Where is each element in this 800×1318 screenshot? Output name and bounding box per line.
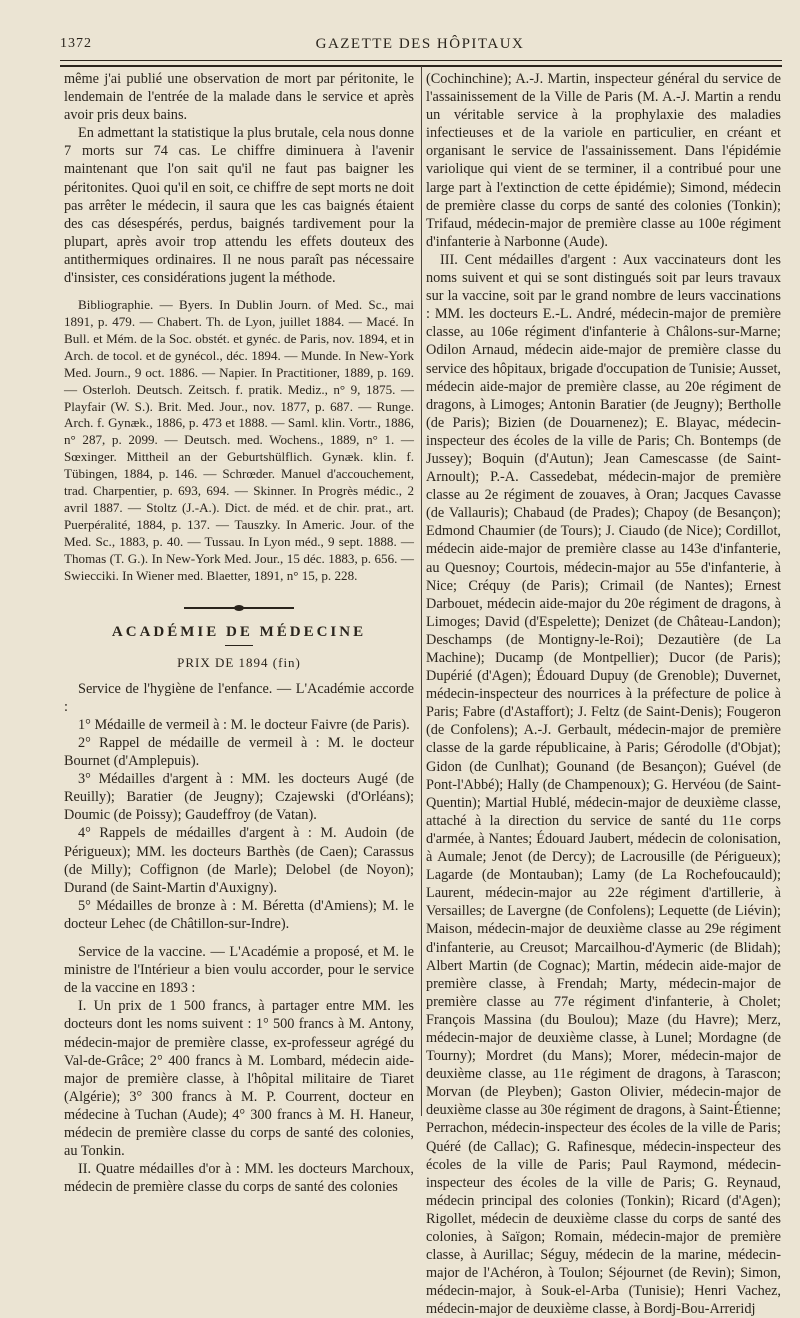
paragraph: (Cochinchine); A.-J. Martin, inspecteur général du service de l'assainissement de la Ville de Paris (M. A.-J. Martin a rendu un véritable service à la prophylaxie des maladies infectieuses et de la variole en particulier, en créant et organisant le service de l'assainissement. Dans l'épidémie variolique qui vient de se terminer, il a contribué pour une large part à l'extinction de cette épidémie); Simond, médecin de première classe du corps de santé des colonies (Tonkin); Trifaud, médecin-major de première classe au 100e régiment d'infanterie à Narbonne (Aude).: [426, 71, 781, 250]
paragraph: même j'ai publié une observation de mort par péritonite, le lendemain de l'entrée de la malade dans le service et après avoir pris deux bains.: [64, 71, 414, 124]
prize-paragraph: 4° Rappels de médailles d'argent à : M. Audoin (de Périgueux); MM. les docteurs Barthès (de Caen); Carassus (de Milly); Coffignon (de Marle); Delobel (de Noyon); Durand (de Saint-Martin d'Auxigny).: [64, 825, 414, 896]
prize-paragraph: 3° Médailles d'argent à : MM. les docteurs Augé (de Reuilly); Baratier (de Jeugny); Czajewski (d'Orléans); Doumic (de Poissy); Gaudeffroy (de Vatan).: [64, 771, 414, 824]
prize-paragraph: 1° Médaille de vermeil à : M. le docteur Faivre (de Paris).: [78, 716, 410, 733]
prize-paragraph: Service de l'hygiène de l'enfance. — L'Académie accorde :: [64, 680, 414, 715]
spacer: [64, 933, 414, 943]
paragraph: III. Cent médailles d'argent : Aux vaccinateurs dont les noms suivent et qui se sont distingués soit par leurs travaux sur la vaccine, soit par le grand nombre de leurs vaccinations : MM. les docteurs E.-L. André, médecin-major de première classe, au 106e régiment d'infanterie à Châlons-sur-Marne; Odilon Arnaud, médecin aide-major de première classe du service des hôpitaux, brigade d'occupation de Tunisie; Ausset, médecin aide-major de première classe, au 20e régiment de dragons, à Limoges; Antonin Baratier (de Jeugny); Bertholle (de Paris); Bizien (de Douarnenez); E. Blayac, médecin-inspecteur des écoles de la ville de Paris; Ch. Bontemps (de Jussey); Boquin (d'Autun); Jean Camescasse (de Saint-Arnoult); P.-A. Cassedebat, médecin-major de première classe au 2e régiment de zouaves, à Oran; Jacques Cavasse (de Vallauris); Chabaud (de Prades); Chapoy (de Besançon); Edmond Chaumier (de Tours); J. Ciaudo (de Nice); Cordillot, médecin aide-major de première classe au 143e d'infanterie, au Quesnoy; Courtois, médecin-major au 55e d'infanterie, à Nice; Créquy (de Paris); Crimail (de Nantes); Ernest Darbouet, médecin aide-major du 20e régiment de dragons, à Limoges; David (d'Espelette); Denizet (de Château-Landon); Deschamps (de Montigny-le-Roi); Dezautière (de La Machine); Ducamp (de Montpellier); Ducor (de Paris); Dupérié (d'Agen); Édouard Dupuy (de Grenoble); Duvernet, médecin-inspecteur des nourrices à la préfecture de police à Paris; Fabre (d'Astaffort); J. Feltz (de Saint-Denis); Fougeron (de Confolens); A.-J. Gerbault, médecin-major de première classe de la garde républicaine, à Paris; Gérodolle (d'Objat); Gidon (de Cunlhat); Gounand (de Besançon); Guével (de Pont-l'Abbé); Hally (de Champenoux); G. Hervéou (de Saint-Quentin); Martial Hublé, médecin-major de deuxième classe, attaché à la direction du service de santé du 11e corps d'armée, à Nantes; Édouard Jaubert, médecin de colonisation, à Aumale; Jenot (de Dercy); de Lacrousille (de Périgueux); Lagarde (de Montauban); Lamy (de La Rochefoucauld); Laurent, médecin-major au 22e régiment d'artillerie, à Versailles; de Lavergne (de Confolens); Lequette (de Liévin); Maison, médecin-major de deuxième classe au 29e régiment d'infanterie, au Creusot; Marcailhou-d'Aymeric (de Blidah); Albert Martin (de Cognac); Martin, médecin aide-major de première classe, à Frendah; Marty, médecin-major de première classe au 77e régiment d'infanterie, à Cholet; François Massina (du Boulou); Maze (du Havre); Merz, médecin-major de deuxième classe, à Lunel; Mordagne (de Tourny); Mordret (du Mans); Morer, médecin-major de deuxième classe, au 11e régiment de dragons, à Tarascon; Morvan (de Pleyben); Gaston Olivier, médecin-major de deuxième classe au 30e régiment de dragons, à Saint-Étienne; Perrachon, médecin-inspecteur des écoles de la ville de Paris; Quéré (de Callac); G. Rafinesque, médecin-inspecteur des écoles de la ville de Paris; Paul Raymond, médecin-inspecteur des écoles de la ville de Paris; G. Reynaud, médecin principal des colonies (Tonkin); Ricard (d'Agen); Rigollet, médecin de deuxième classe du corps de santé des colonies, à Saïgon; Romain, médecin-major de première classe, à Aurillac; Séguy, médecin de la marine, médecin-major de l'Achéron, à Toulon; Séjournet (de Revin); Simon, médecin-major, à Souk-el-Arba (Tunisie); Henri Vachez, médecin-major de deuxième classe, à Bordj-Bou-Arreridj: [426, 251, 781, 1318]
page-number: 1372: [60, 36, 92, 51]
vaccine-paragraph: II. Quatre médailles d'or à : MM. les docteurs Marchoux, médecin de première classe du corps de santé des colonies: [64, 1161, 414, 1196]
right-column: [426, 70, 781, 1318]
short-rule: [225, 645, 253, 646]
prize-paragraph: 2° Rappel de médaille de vermeil à : M. le docteur Bournet (d'Amplepuis).: [64, 735, 414, 770]
journal-title: GAZETTE DES HÔPITAUX: [315, 36, 525, 52]
section-title: ACADÉMIE DE MÉDECINE: [111, 623, 367, 640]
paragraph: En admettant la statistique la plus brutale, cela nous donne 7 morts sur 74 cas. Le chiffre diminuera à l'avenir maintenant que l'on sait qu'il ne faut pas baigner les péritonites. Quoi qu'il en soit, ce chiffre de sept morts ne doit pas arrêter le médecin, il saura que les cas baignés étaient des cas désespérés, perdus, baignés tardivement pour la plupart, après avoir trop attendu les effets douteux des antithermiques ordinaires. Il ne nous paraît pas nécessaire d'insister, ces considérations jugent la méthode.: [64, 125, 414, 287]
vaccine-paragraph: I. Un prix de 1 500 francs, à partager entre MM. les docteurs dont les noms suivent : 1° 500 francs à M. Antony, médecin-major de première classe, ex-professeur agrégé du Val-de-Grâce; 2° 400 francs à M. Lombard, médecin aide-major de première classe, à l'hôpital militaire de Tiaret (Algérie); 3° 300 francs à M. P. Courrent, docteur en médecine à Tuchan (Aude); 4° 300 francs à M. H. Haneur, médecin de première classe du corps de santé des colonies, au Tonkin.: [64, 998, 414, 1160]
bibliography: Bibliographie. — Byers. In Dublin Journ. of Med. Sc., mai 1891, p. 479. — Chabert. Th. de Lyon, juillet 1884. — Macé. In Bull. et Mém. de la Soc. obstét. et gynéc. de Paris, nov. 1894, et in Arch. de tocol. et de gynécol., déc. 1894. — Munde. In New-York Med. Journ., 9 oct. 1886. — Napier. In Practitioner, 1889, p. 169. — Osterloh. Deutsch. Zeitsch. f. pratik. Mediz., n° 9, 1875. — Playfair (W. S.). Brit. Med. Jour., nov. 1877, p. 687. — Runge. Arch. f. Gynæk., 1886, p. 473 et 1888. — Saml. klin. Vortr., 1886, n° 287, p. 2099. — Deutsch. med. Wochens., 1889, n° 1. — Sœxinger. Mittheil an der Geburtshülflich. Gynæk. klin. f. Tübingen, 1884, p. 146. — Schrœder. Manuel d'accouchement, trad. Charpentier, p. 693, 694. — Skinner. In Progrès médic., 2 avril 1887. — Stoltz (J.-A.). Dict. de méd. et de chir. prat., art. Puerpéralité, 1884, p. 137. — Tauszky. In Americ. Jour. of the Med. Sc., 1883, p. 40. — Tussau. In Lyon méd., 9 sept. 1888. — Thomas (T. G.). In New-York Med. Jour., 15 déc. 1883, p. 656. — Swiecciki. In Wiener med. Blaetter, 1891, n° 15, p. 228.: [64, 297, 414, 583]
vaccine-paragraph: Service de la vaccine. — L'Académie a proposé, et M. le ministre de l'Intérieur a bien voulu accorder, pour le service de la vaccine en 1893 :: [64, 944, 414, 997]
subheading: PRIX DE 1894 (fin): [177, 654, 301, 670]
prize-paragraph: 5° Médailles de bronze à : M. Béretta (d'Amiens); M. le docteur Lehec (de Châtillon-sur-Indre).: [64, 897, 414, 932]
page-header: [60, 36, 780, 56]
section-divider: [184, 607, 294, 609]
left-column: [64, 70, 414, 1196]
spacer: [64, 287, 414, 297]
column-divider: [421, 66, 422, 1116]
